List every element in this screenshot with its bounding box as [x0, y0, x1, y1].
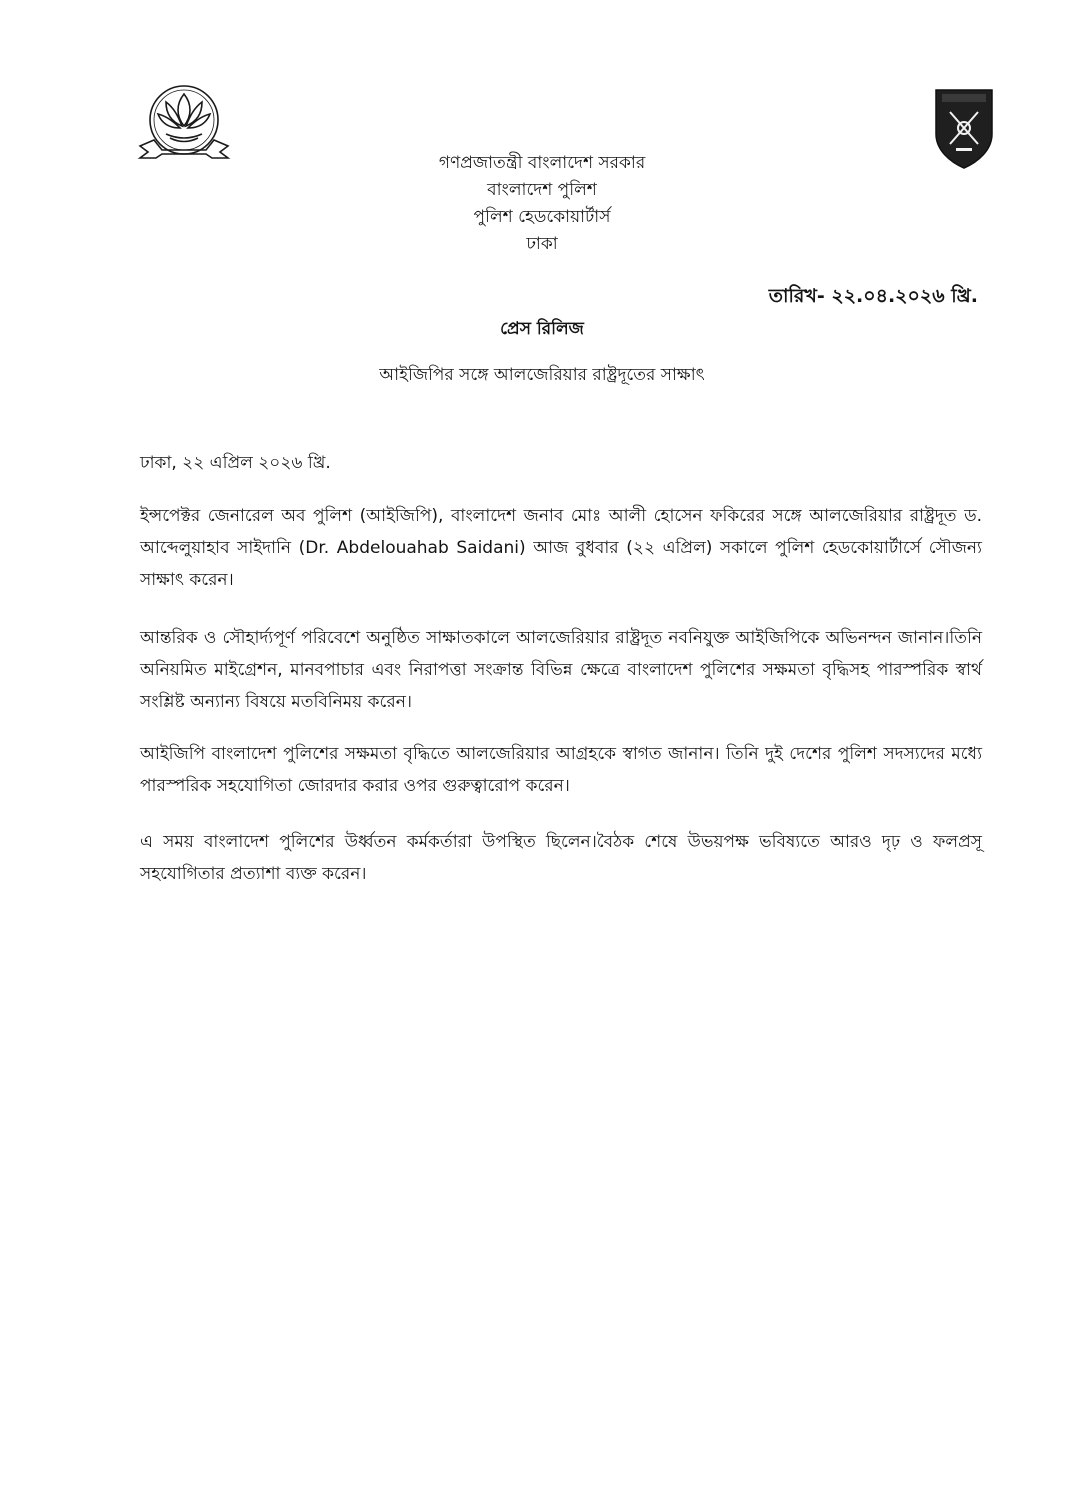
- press-release-headline: আইজিপির সঙ্গে আলজেরিয়ার রাষ্ট্রদূতের সাক্ষাৎ: [379, 365, 705, 385]
- body-paragraph-1: ইন্সপেক্টর জেনারেল অব পুলিশ (আইজিপি), বাংলাদেশ জনাব মোঃ আলী হোসেন ফকিরের সঙ্গে আলজেরিয়ার রাষ্ট্রদূত ড. আব্দেলুয়াহাব সাইদানি (Dr. Abdelouahab Saidani) আজ বুধবার (২২ এপ্রিল) সকালে পুলিশ হেডকোয়ার্টার্সে সৌজন্য সাক্ষাৎ করেন।: [140, 506, 982, 590]
- body-paragraph-3: আইজিপি বাংলাদেশ পুলিশের সক্ষমতা বৃদ্ধিতে আলজেরিয়ার আগ্রহকে স্বাগত জানান। তিনি দুই দেশের পুলিশ সদস্যদের মধ্যে পারস্পরিক সহযোগিতা জোরদার করার ওপর গুরুত্বারোপ করেন।: [140, 744, 982, 796]
- release-date: তারিখ- ২২.০৪.২০২৬ খ্রি.: [768, 285, 978, 307]
- office-location: ঢাকা: [526, 234, 558, 254]
- letterhead: [0, 150, 1084, 258]
- body-paragraph-2: আন্তরিক ও সৌহার্দ্যপূর্ণ পরিবেশে অনুষ্ঠিত সাক্ষাতকালে আলজেরিয়ার রাষ্ট্রদূত নবনিযুক্ত আইজিপিকে অভিনন্দন জানান।তিনি অনিয়মিত মাইগ্রেশন, মানবপাচার এবং নিরাপত্তা সংক্রান্ত বিভিন্ন ক্ষেত্রে বাংলাদেশ পুলিশের সক্ষমতা বৃদ্ধিসহ পারস্পরিক স্বার্থ সংশ্লিষ্ট অন্যান্য বিষয়ে মতবিনিময় করেন।: [140, 628, 982, 712]
- organization-name: বাংলাদেশ পুলিশ: [487, 180, 597, 200]
- dateline: ঢাকা, ২২ এপ্রিল ২০২৬ খ্রি.: [140, 453, 331, 473]
- body-paragraph-4: এ সময় বাংলাদেশ পুলিশের উর্ধ্বতন কর্মকর্তারা উপস্থিত ছিলেন।বৈঠক শেষে উভয়পক্ষ ভবিষ্যতে আরও দৃঢ় ও ফলপ্রসূ সহযোগিতার প্রত্যাশা ব্যক্ত করেন।: [140, 832, 982, 884]
- office-name: পুলিশ হেডকোয়ার্টার্স: [473, 207, 611, 227]
- press-release-title: প্রেস রিলিজ: [500, 319, 584, 339]
- government-name: গণপ্রজাতন্ত্রী বাংলাদেশ সরকার: [438, 153, 646, 173]
